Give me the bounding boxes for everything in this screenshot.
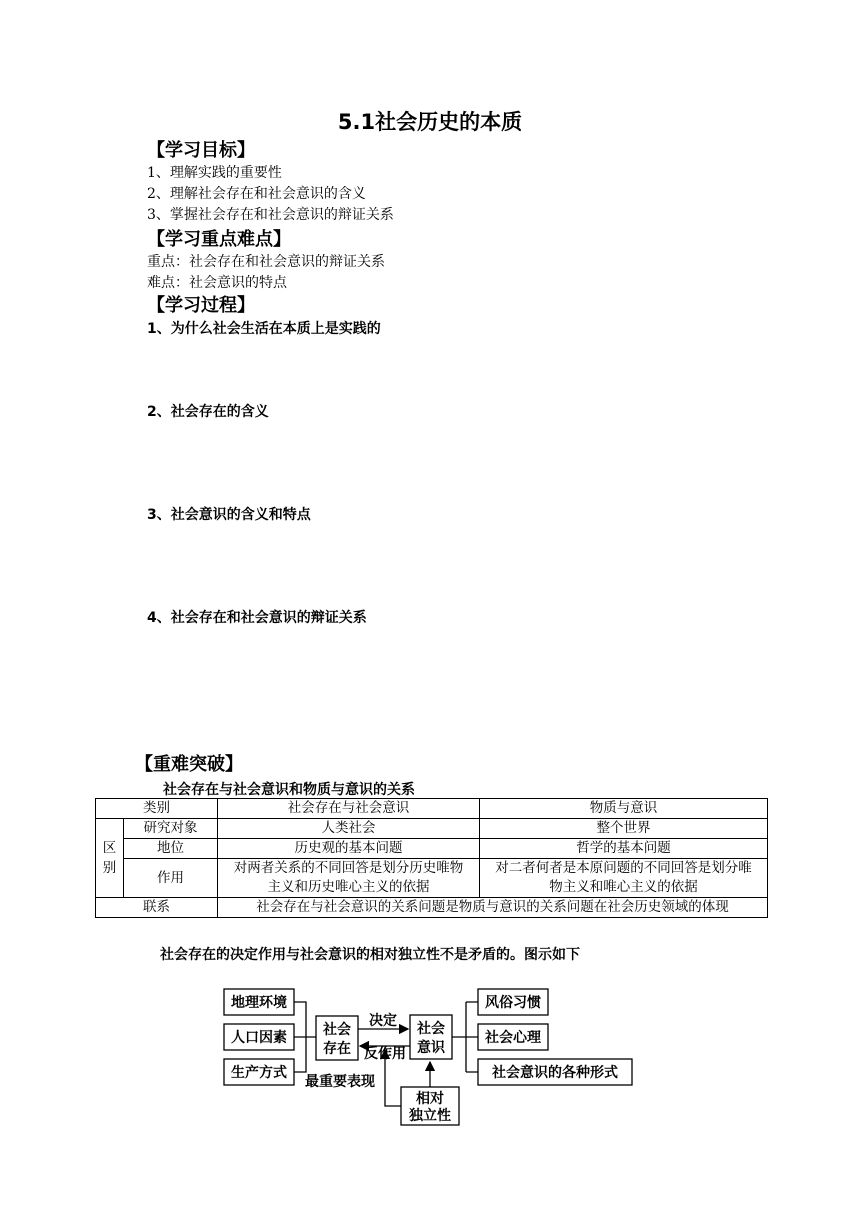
table-cell: 整个世界 <box>480 819 768 839</box>
question-2: 2、社会存在的含义 <box>147 404 269 420</box>
goals-heading: 【学习目标】 <box>147 140 255 161</box>
process-heading: 【学习过程】 <box>147 295 255 316</box>
table-cell: 历史观的基本问题 <box>218 839 480 859</box>
header-existence: 社会存在与社会意识 <box>218 799 480 819</box>
arrow-label: 决定 <box>369 1013 397 1029</box>
question-3: 3、社会意识的含义和特点 <box>147 507 311 523</box>
table-cell: 对两者关系的不同回答是划分历史唯物主义和历史唯心主义的依据 <box>218 859 480 898</box>
difficult-point: 难点：社会意识的特点 <box>147 275 287 291</box>
arrow-label: 最重要表现 <box>305 1074 375 1090</box>
box-label: 风俗习惯 <box>485 995 541 1011</box>
table-cell: 对二者何者是本原问题的不同回答是划分唯物主义和唯心主义的依据 <box>480 859 768 898</box>
keypoints-heading: 【学习重点难点】 <box>147 229 291 250</box>
box-label: 生产方式 <box>231 1065 287 1081</box>
table-cell: 哲学的基本问题 <box>480 839 768 859</box>
box-label: 社会意识的各种形式 <box>492 1065 618 1081</box>
page-title: 5.1社会历史的本质 <box>337 110 523 134</box>
breakthrough-heading: 【重难突破】 <box>135 754 243 775</box>
box-label: 存在 <box>323 1041 351 1057</box>
header-category: 类别 <box>96 799 218 819</box>
box-label: 社会心理 <box>485 1030 541 1046</box>
right-bracket <box>452 1002 478 1072</box>
left-bracket <box>294 1002 316 1072</box>
question-1: 1、为什么社会生活在本质上是实践的 <box>147 321 381 337</box>
link-label: 联系 <box>96 898 218 918</box>
table-cell: 人类社会 <box>218 819 480 839</box>
box-label: 社会 <box>323 1022 351 1038</box>
goal-item: 3、掌握社会存在和社会意识的辩证关系 <box>147 207 394 223</box>
question-4: 4、社会存在和社会意识的辩证关系 <box>147 610 367 626</box>
header-matter: 物质与意识 <box>480 799 768 819</box>
box-label: 社会 <box>417 1021 445 1037</box>
box-label: 地理环境 <box>231 995 287 1011</box>
table-caption: 社会存在与社会意识和物质与意识的关系 <box>163 782 415 798</box>
goal-item: 2、理解社会存在和社会意识的含义 <box>147 186 366 202</box>
arrow-label: 反作用 <box>364 1046 406 1062</box>
row-label: 研究对象 <box>124 819 218 839</box>
row-label: 地位 <box>124 839 218 859</box>
box-label: 人口因素 <box>231 1030 287 1046</box>
link-text: 社会存在与社会意识的关系问题是物质与意识的关系问题在社会历史领域的体现 <box>218 898 768 918</box>
goal-item: 1、理解实践的重要性 <box>147 165 282 181</box>
box-label: 独立性 <box>409 1108 451 1124</box>
box-label: 意识 <box>417 1040 445 1056</box>
diagram-caption: 社会存在的决定作用与社会意识的相对独立性不是矛盾的。图示如下 <box>160 947 580 963</box>
box-label: 相对 <box>416 1091 444 1107</box>
row-label: 作用 <box>124 859 218 898</box>
key-point: 重点：社会存在和社会意识的辩证关系 <box>147 254 385 270</box>
difference-label: 区别 <box>96 819 124 898</box>
